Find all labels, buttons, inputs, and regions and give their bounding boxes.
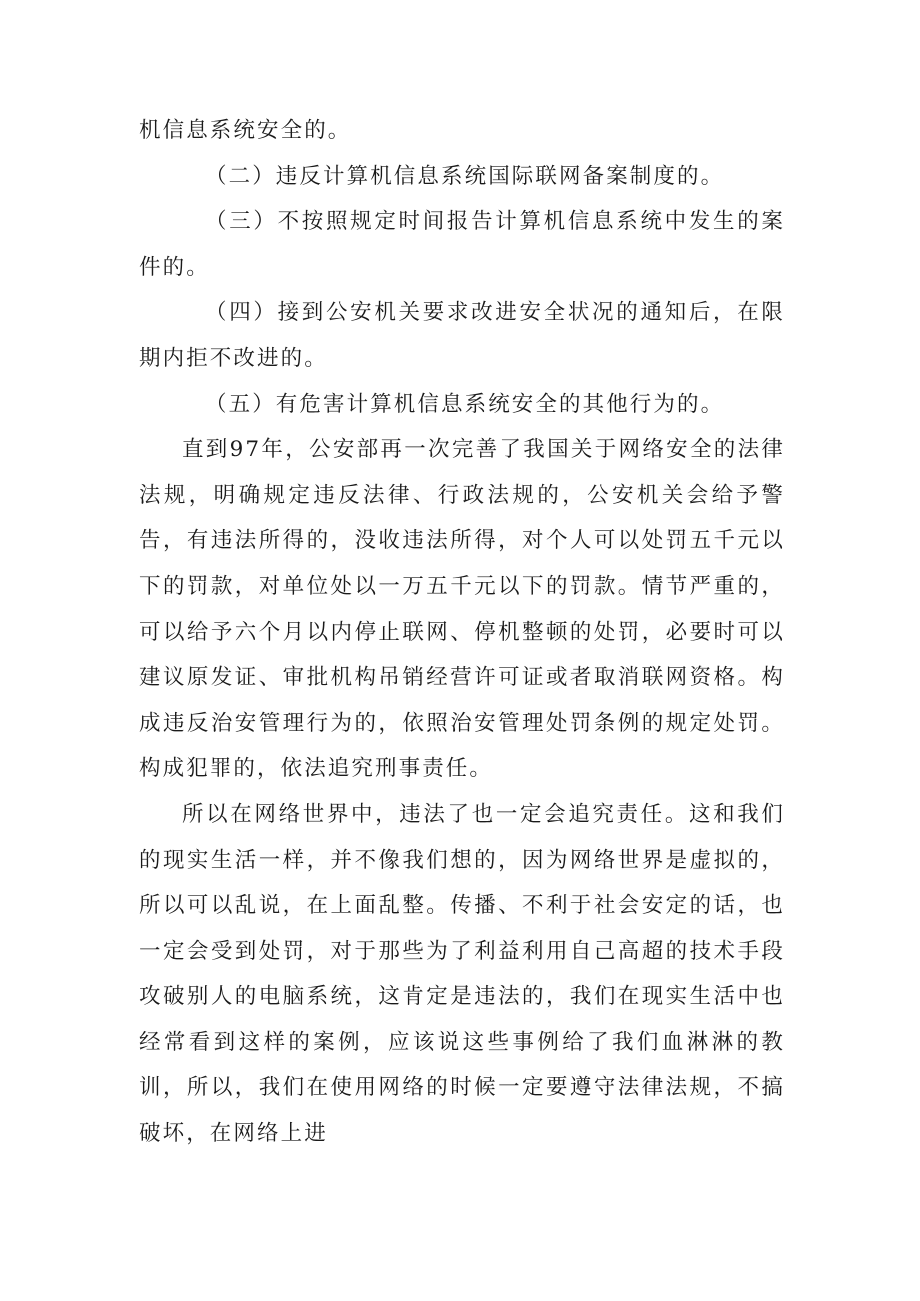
list-item-two: （二）违反计算机信息系统国际联网备案制度的。 [205, 163, 725, 189]
paragraph-continuation: 机信息系统安全的。 [139, 118, 352, 143]
paragraph-regulation-1997: 直到97年，公安部再一次完善了我国关于网络安全的法律法规，明确规定违反法律、行政法规的，公安机关会给予警告，有违法所得的，没收违法所得，对个人可以处罚五千元以下的罚款，对单位处以一万五千元以下的罚款。情节严重的，可以给予六个月以内停止联网、停机整顿的处罚，必要时可以建议原发证、审批机构吊销经营许可证或者取消联网资格。构成违反治安管理行为的，依照治安管理处罚条例的规定处罚。构成犯罪的，依法追究刑事责任。 [139, 437, 785, 782]
paragraph-conclusion: 所以在网络世界中，违法了也一定会追究责任。这和我们的现实生活一样，并不像我们想的，因为网络世界是虚拟的，所以可以乱说，在上面乱整。传播、不利于社会安定的话，也一定会受到处罚，对于那些为了利益利用自己高超的技术手段攻破别人的电脑系统，这肯定是违法的，我们在现实生活中也经常看到这样的案例，应该说这些事例给了我们血淋淋的教训，所以，我们在使用网络的时候一定要遵守法律法规，不搞破坏，在网络上进 [139, 801, 785, 1147]
list-item-three: （三）不按照规定时间报告计算机信息系统中发生的案件的。 [139, 209, 785, 280]
list-item-five: （五）有危害计算机信息系统安全的其他行为的。 [205, 391, 725, 417]
document-body [139, 108, 785, 1157]
list-item-four: （四）接到公安机关要求改进安全状况的通知后，在限期内拒不改进的。 [139, 300, 785, 371]
